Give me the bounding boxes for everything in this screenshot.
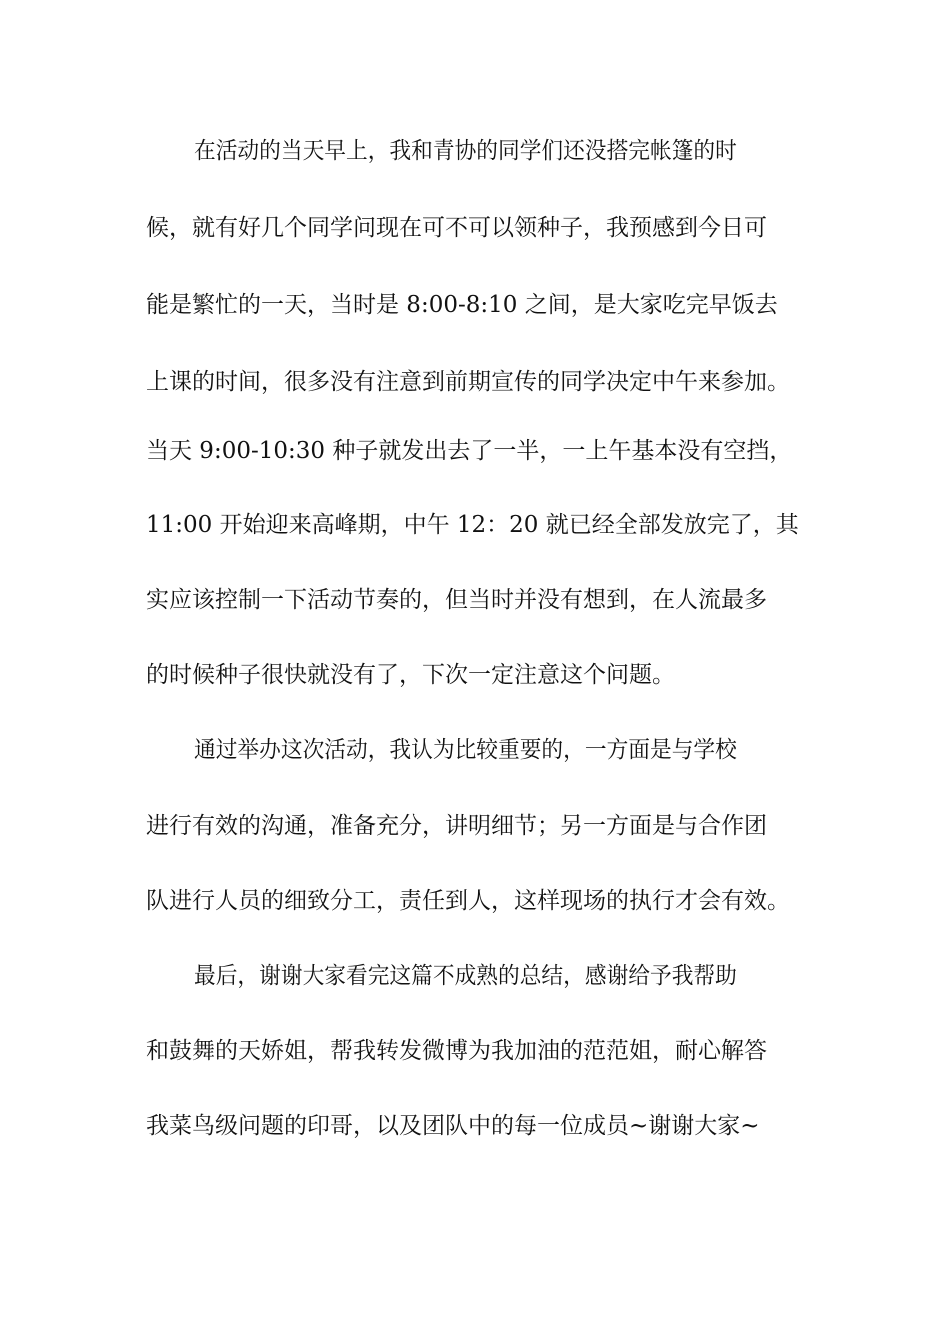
text-line: 通过举办这次活动，我认为比较重要的，一方面是与学校 [194,737,737,763]
text-line: 候，就有好几个同学问现在可不可以领种子，我预感到今日可 [146,215,767,241]
text-line: 上课的时间，很多没有注意到前期宣传的同学决定中午来参加。 [146,369,790,395]
text-line: 能是繁忙的一天，当时是 8:00-8:10 之间，是大家吃完早饭去 [146,292,778,318]
text-line: 和鼓舞的天娇姐，帮我转发微博为我加油的范范姐，耐心解答 [146,1038,767,1064]
text-line: 我菜鸟级问题的印哥，以及团队中的每一位成员~谢谢大家~ [146,1113,760,1139]
text-line: 在活动的当天早上，我和青协的同学们还没搭完帐篷的时 [194,138,737,164]
text-line: 当天 9:00-10:30 种子就发出去了一半，一上午基本没有空挡， [146,438,793,464]
text-line: 11:00 开始迎来高峰期，中午 12：20 就已经全部发放完了，其 [146,512,799,538]
text-line: 进行有效的沟通，准备充分，讲明细节；另一方面是与合作团 [146,813,767,839]
text-line: 最后，谢谢大家看完这篇不成熟的总结，感谢给予我帮助 [194,963,737,989]
text-line: 的时候种子很快就没有了，下次一定注意这个问题。 [146,662,675,688]
text-line: 实应该控制一下活动节奏的，但当时并没有想到，在人流最多 [146,587,767,613]
text-line: 队进行人员的细致分工，责任到人，这样现场的执行才会有效。 [146,888,790,914]
